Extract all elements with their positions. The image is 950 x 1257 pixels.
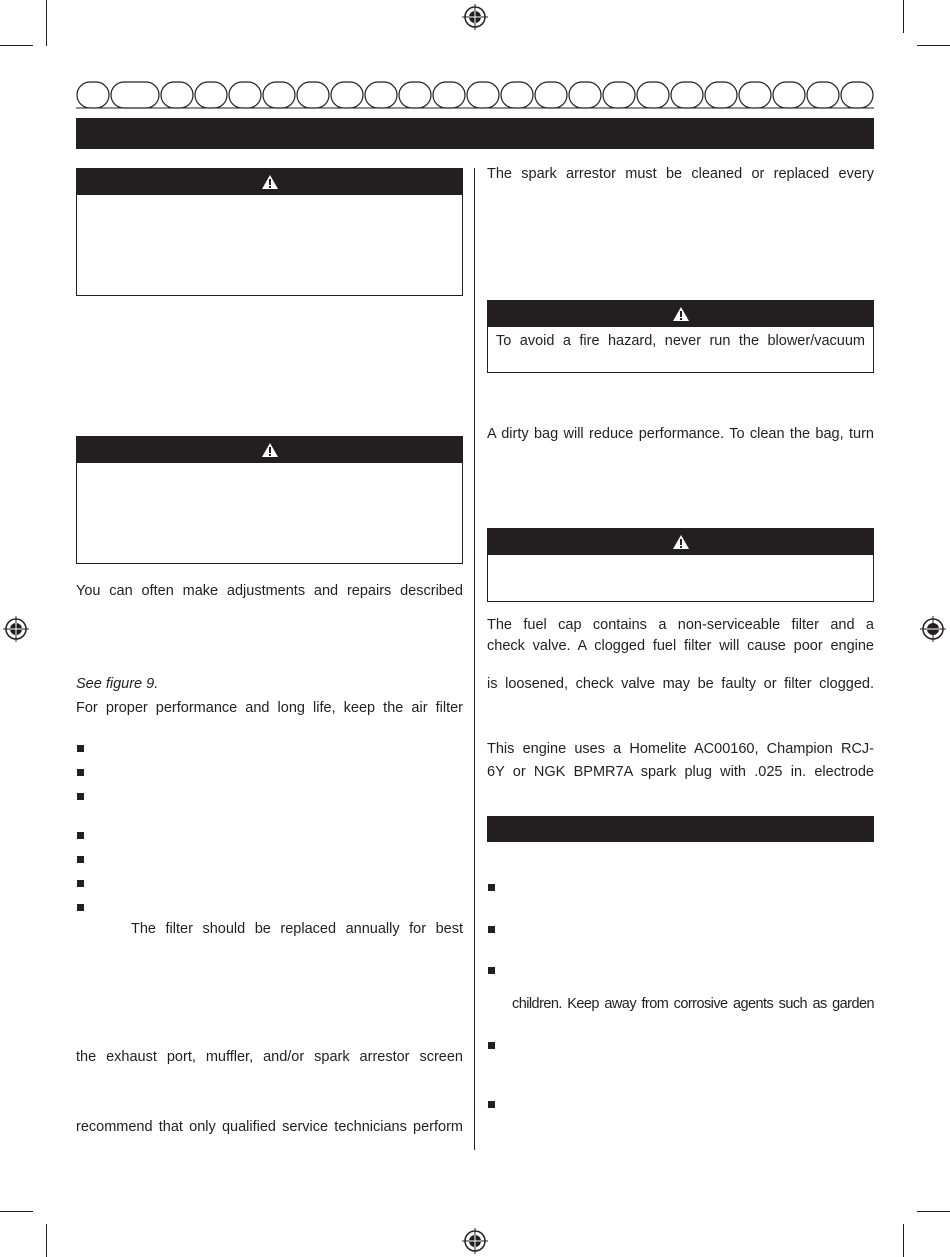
language-tab-active xyxy=(111,82,159,108)
exhaust-port-line: the exhaust port, muffler, and/or spark arrestor screen xyxy=(76,1049,463,1065)
registration-crosshair-icon xyxy=(3,616,29,642)
bullet-marker xyxy=(488,1101,495,1108)
language-tab xyxy=(263,82,295,108)
check-valve-loosened-line: is loosened, check valve may be faulty or filter clogged. xyxy=(487,676,874,692)
bullet-marker xyxy=(488,1042,495,1049)
dirty-bag-line: A dirty bag will reduce performance. To clean the bag, turn xyxy=(487,426,874,442)
language-tab xyxy=(535,82,567,108)
fuel-cap-line-1: The fuel cap contains a non-serviceable filter and a xyxy=(487,617,874,633)
air-filter-paragraph-line: For proper performance and long life, keep the air filter xyxy=(76,700,463,716)
spark-arrestor-line: The spark arrestor must be cleaned or replaced every xyxy=(487,166,874,182)
warning-header xyxy=(488,529,873,555)
spark-plug-line-2: 6Y or NGK BPMR7A spark plug with .025 in. electrode xyxy=(487,764,874,780)
warning-header xyxy=(77,437,462,463)
language-tab xyxy=(807,82,839,108)
crop-mark-bottom-left-h xyxy=(0,1211,33,1212)
language-tab xyxy=(433,82,465,108)
language-tab xyxy=(603,82,635,108)
bullet-marker xyxy=(488,884,495,891)
filter-replace-line: The filter should be replaced annually for best xyxy=(131,921,463,937)
crop-mark-top-left-h xyxy=(0,45,33,46)
warning-header xyxy=(77,169,462,195)
registration-crosshair-icon xyxy=(462,1228,488,1254)
section-header-bar xyxy=(76,118,874,149)
bullet-marker xyxy=(77,856,84,863)
language-tab-strip xyxy=(76,81,874,109)
bullet-marker xyxy=(488,967,495,974)
language-tab xyxy=(501,82,533,108)
bullet-marker xyxy=(77,832,84,839)
fuel-cap-line-2: check valve. A clogged fuel filter will cause poor engine xyxy=(487,638,874,654)
bullet-marker xyxy=(488,926,495,933)
recommend-technicians-line: recommend that only qualified service technicians perform xyxy=(76,1119,463,1135)
registration-crosshair-icon xyxy=(462,4,488,30)
warning-box-4 xyxy=(487,528,874,602)
language-tab xyxy=(365,82,397,108)
language-tab xyxy=(195,82,227,108)
warning-triangle-icon xyxy=(672,534,690,550)
language-tab xyxy=(331,82,363,108)
language-tab xyxy=(77,82,109,108)
bullet-marker xyxy=(77,793,84,800)
language-tab xyxy=(841,82,873,108)
crop-mark-bottom-right-h xyxy=(917,1211,950,1212)
crop-mark-bottom-left-v xyxy=(46,1224,47,1257)
column-divider xyxy=(474,168,475,1150)
warning-triangle-icon xyxy=(672,306,690,322)
language-tab xyxy=(297,82,329,108)
bullet-marker xyxy=(77,904,84,911)
language-tab xyxy=(467,82,499,108)
crop-mark-bottom-right-v xyxy=(903,1224,904,1257)
warning-box-2 xyxy=(76,436,463,564)
language-tab xyxy=(637,82,669,108)
fire-hazard-warning-text: To avoid a fire hazard, never run the blower/vacuum xyxy=(496,333,865,349)
language-tab xyxy=(671,82,703,108)
language-tab xyxy=(161,82,193,108)
warning-header xyxy=(488,301,873,327)
storage-section-header-bar xyxy=(487,816,874,842)
language-tab xyxy=(773,82,805,108)
warning-triangle-icon xyxy=(261,442,279,458)
language-tab xyxy=(399,82,431,108)
children-corrosive-line: children. Keep away from corrosive agents such as garden xyxy=(512,996,874,1012)
bullet-marker xyxy=(77,769,84,776)
language-tab xyxy=(229,82,261,108)
language-tab xyxy=(569,82,601,108)
adjustments-paragraph-line: You can often make adjustments and repairs described xyxy=(76,583,463,599)
warning-box-3 xyxy=(487,300,874,373)
crop-mark-top-right-h xyxy=(917,45,950,46)
warning-triangle-icon xyxy=(261,174,279,190)
language-tab xyxy=(705,82,737,108)
registration-crosshair-icon xyxy=(920,616,946,642)
warning-box-1 xyxy=(76,168,463,296)
see-figure-reference: See figure 9. xyxy=(76,676,159,692)
crop-mark-top-left-v xyxy=(46,0,47,46)
spark-plug-line-1: This engine uses a Homelite AC00160, Champion RCJ- xyxy=(487,741,874,757)
crop-mark-top-right-v xyxy=(903,0,904,33)
bullet-marker xyxy=(77,745,84,752)
language-tab xyxy=(739,82,771,108)
bullet-marker xyxy=(77,880,84,887)
